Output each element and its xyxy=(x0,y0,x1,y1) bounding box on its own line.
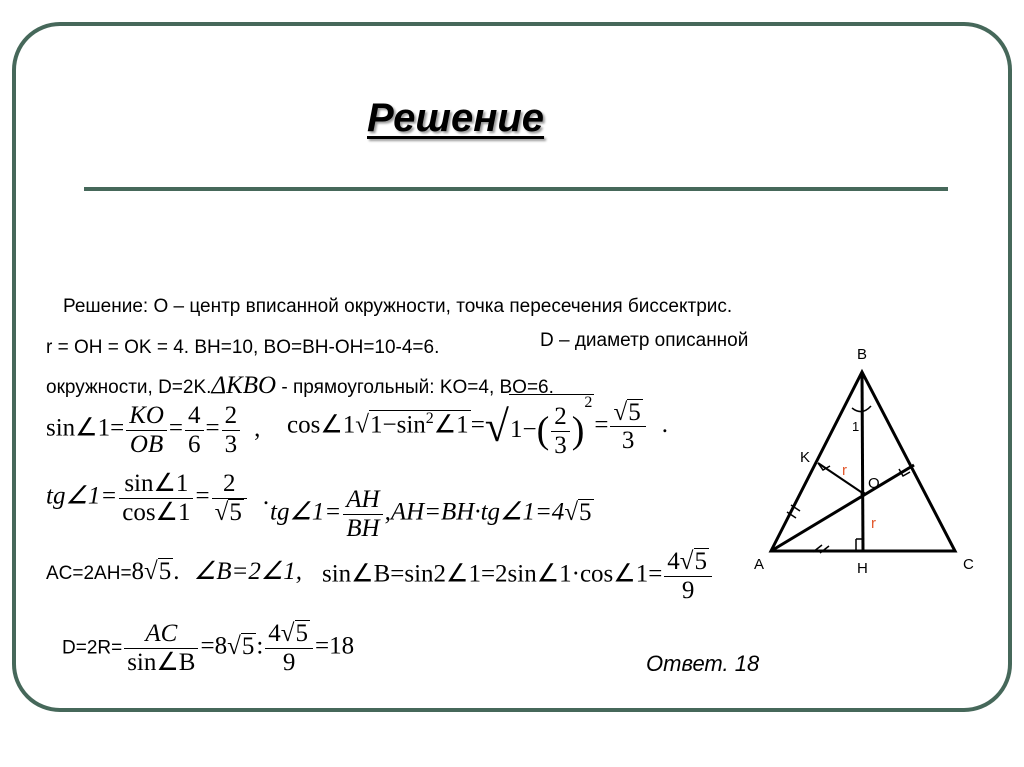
frac-num: 4 xyxy=(268,620,281,647)
cos-angle: ∠1 xyxy=(433,411,469,439)
cos-exp2: 2 xyxy=(584,394,593,411)
vertex-b-label: B xyxy=(857,346,868,363)
frac-den: cos∠1 xyxy=(122,498,191,526)
sin-lhs: sin∠1= xyxy=(46,414,125,442)
frac-num: AC xyxy=(124,620,198,649)
tg2-rad: 5 xyxy=(579,498,592,526)
radius-line: r = OH = OK = 4. BH=10, BO=BH-OH=10-4=6. xyxy=(46,337,440,358)
tg-lhs: tg∠1= xyxy=(46,482,118,510)
sqrt-2: √1−( $\frac{2}{3}$ )$^2$ xyxy=(484,394,593,459)
d-label: D=2R= xyxy=(62,637,123,659)
frac-4sqrt5-9: $\frac{4√5}{9}$ xyxy=(664,548,712,604)
slide-title: Решение xyxy=(367,96,545,140)
frac-den: 3 xyxy=(621,427,635,455)
cos-lhs: cos∠1 xyxy=(287,411,356,439)
frac-num: 2 xyxy=(551,403,570,432)
frac-den: OB xyxy=(129,430,164,458)
tg2-lhs: tg∠1= xyxy=(270,498,342,526)
frac-den: BH xyxy=(346,514,380,542)
sin-b-text: sin∠B=sin2∠1=2sin∠1·cos∠1= xyxy=(322,560,663,588)
solution-intro: Решение: О – центр вписанной окружности, точка пересечения биссектрис. xyxy=(63,296,733,317)
cos-end: . xyxy=(661,411,668,439)
frac-sqrt5-3: $\frac{√5}{3}$ xyxy=(610,399,645,455)
frac-num: 2 xyxy=(212,470,247,499)
d-mid: =8 xyxy=(200,632,228,660)
point-k-label: K xyxy=(800,449,811,466)
center-o xyxy=(861,492,866,497)
sqrt-1: $√1-\sin^2\angle 1$ xyxy=(355,410,469,439)
ac-coef: 8 xyxy=(131,558,145,585)
angle-1-label: 1 xyxy=(852,419,860,434)
frac-4sqrt5-9b: $\frac{4√5}{9}$ xyxy=(265,620,313,676)
frac-num: AH xyxy=(343,486,382,515)
frac-den: 9 xyxy=(681,576,695,604)
frac-den: 5 xyxy=(229,498,242,526)
frac-num: KO xyxy=(126,402,167,431)
vertex-h-label: H xyxy=(857,560,868,577)
right-triangle-note: - прямоугольный: KO=4, BO=6. xyxy=(281,377,554,398)
radius-label-ok: r xyxy=(842,462,847,479)
frac-den: 3 xyxy=(224,430,238,458)
frac-den: 6 xyxy=(188,430,201,458)
frac-den: sin∠B xyxy=(127,648,196,676)
radius-label-oh: r xyxy=(871,515,876,532)
vertex-a-label: A xyxy=(754,556,765,573)
ac-dot: . xyxy=(173,558,180,585)
d-result: =18 xyxy=(315,632,355,660)
frac-num: 4 xyxy=(667,548,680,575)
cos-rad-text: 1−sin xyxy=(369,411,426,439)
circle-line-text: окружности, D=2K. xyxy=(46,377,212,398)
frac-den: 9 xyxy=(282,648,296,676)
angle-b-eq: ∠B=2∠1, xyxy=(193,558,302,585)
sqrt-5: √5 xyxy=(564,498,592,526)
sin-sep: , xyxy=(254,414,261,442)
cos-eq: = xyxy=(470,411,485,439)
frac-num-rad: 5 xyxy=(694,548,708,575)
frac-num: 4 xyxy=(185,402,204,431)
frac-2-sqrt5: $\frac{2}{√5}$ xyxy=(212,470,247,526)
diameter-note: D – диаметр описанной xyxy=(540,330,749,351)
answer: Ответ. 18 xyxy=(646,651,760,676)
tg-end: . xyxy=(262,482,270,510)
frac-num: 5 xyxy=(628,398,641,426)
radius-ok xyxy=(818,463,864,494)
ac-rad: 5 xyxy=(158,558,172,585)
d-rad: 5 xyxy=(241,632,255,660)
cos-exp: 2 xyxy=(425,410,434,428)
sin-formula: sin∠1= $\frac{KO}{OB}$ = $\frac{4}{6}$ = $\frac{2}{3}$ , xyxy=(46,402,261,458)
d-colon: : xyxy=(256,632,264,660)
frac-den: 3 xyxy=(554,431,567,459)
tg-eq: = xyxy=(195,482,210,510)
d-sqrt: √5 xyxy=(227,632,255,660)
cos-inner-pre: 1− xyxy=(509,416,537,443)
ac-label: AC=2AH= xyxy=(46,563,132,584)
tg2-rest: ,AH=BH·tg∠1=4 xyxy=(384,498,565,526)
triangle-kbo: ΔKBO xyxy=(211,372,277,399)
frac-num: sin∠1 xyxy=(119,470,193,499)
ac-sqrt: √5 xyxy=(144,558,172,585)
point-o-label: O xyxy=(868,475,880,492)
frac-num-rad: 5 xyxy=(295,620,308,647)
frac-num: 2 xyxy=(222,402,241,431)
vertex-c-label: C xyxy=(963,556,974,573)
altitude-bh xyxy=(862,372,863,551)
cos-eq2: = xyxy=(594,411,609,439)
